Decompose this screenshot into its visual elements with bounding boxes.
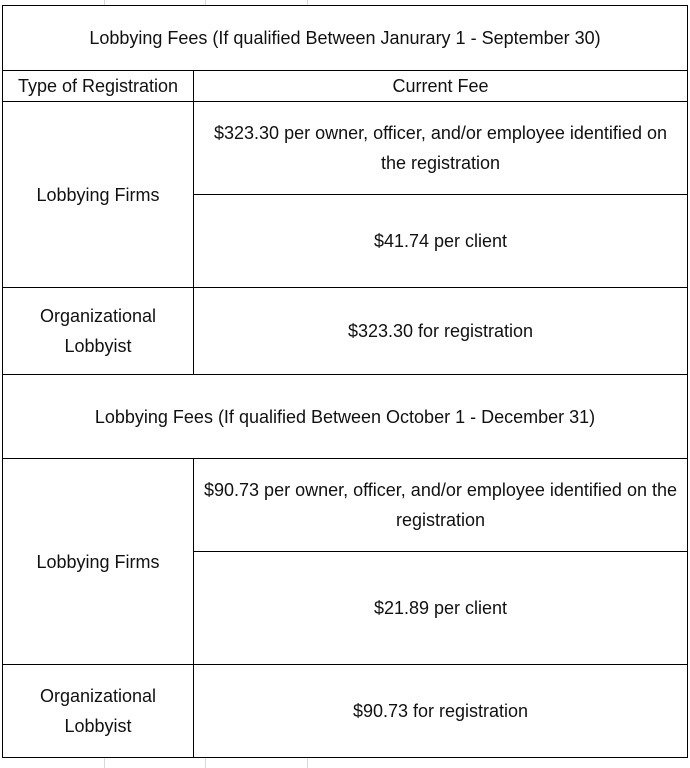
registration-type-cell[interactable]: Lobbying Firms [3,102,194,288]
registration-type-cell[interactable]: Organizational Lobbyist [3,665,194,758]
fee-cell[interactable]: $41.74 per client [194,195,688,288]
lobbying-fees-table [2,5,688,758]
fee-cell[interactable]: $90.73 for registration [194,665,688,758]
registration-type-cell[interactable]: Organizational Lobbyist [3,288,194,375]
registration-type-cell[interactable]: Lobbying Firms [3,459,194,665]
section-title-row [3,6,688,71]
fee-cell[interactable]: $323.30 per owner, officer, and/or employee identified on the registration [194,102,688,195]
section-title-row [3,375,688,459]
header-type-of-registration[interactable]: Type of Registration [3,71,194,102]
fee-cell[interactable]: $323.30 for registration [194,288,688,375]
table-row [3,102,688,195]
table-row [3,459,688,552]
header-current-fee[interactable]: Current Fee [194,71,688,102]
fee-cell[interactable]: $21.89 per client [194,552,688,665]
table-row [3,288,688,375]
table-row [3,665,688,758]
section-title-oct-dec[interactable]: Lobbying Fees (If qualified Between October 1 - December 31) [3,375,688,459]
section-title-jan-sep[interactable]: Lobbying Fees (If qualified Between Janurary 1 - September 30) [3,6,688,71]
column-header-row [3,71,688,102]
fee-cell[interactable]: $90.73 per owner, officer, and/or employee identified on the registration [194,459,688,552]
